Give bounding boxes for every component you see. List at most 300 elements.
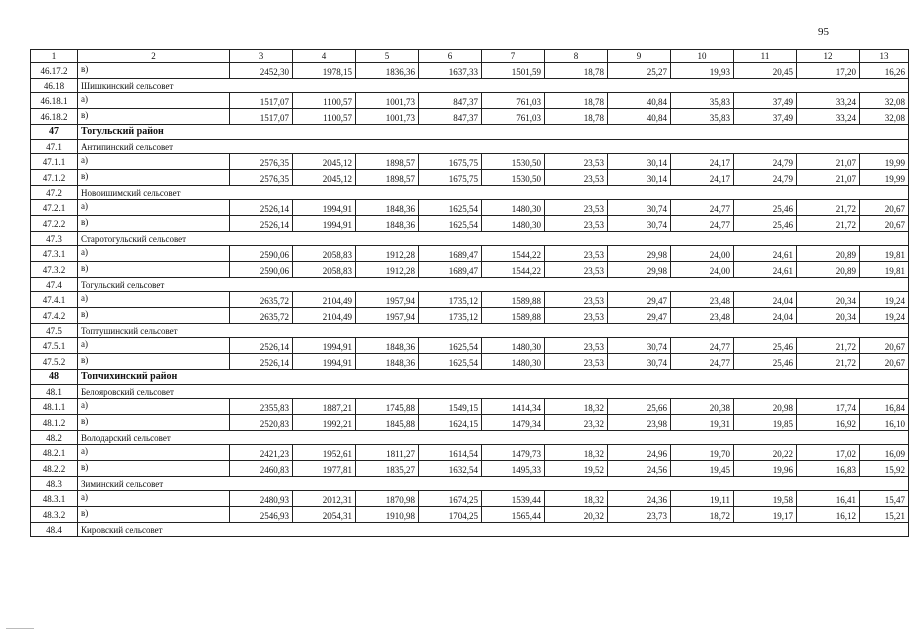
value-cell: 2480,93 [230,491,293,507]
value-cell: 1952,61 [293,445,356,461]
value-cell: 761,03 [482,93,545,109]
row-label: а) [78,200,230,216]
row-code: 47.5.1 [31,338,78,354]
value-cell: 23,53 [545,308,608,324]
value-cell: 1675,75 [419,170,482,186]
value-cell: 1912,28 [356,262,419,278]
row-code: 48.2 [31,431,78,445]
row-label: а) [78,154,230,170]
value-cell: 20,67 [860,216,909,232]
value-cell: 2526,14 [230,200,293,216]
value-cell: 40,84 [608,109,671,125]
value-cell: 29,47 [608,308,671,324]
value-cell: 30,14 [608,154,671,170]
table-row [31,399,909,415]
value-cell: 1479,34 [482,415,545,431]
table-row [31,200,909,216]
value-cell: 2590,06 [230,262,293,278]
value-cell: 20,89 [797,262,860,278]
row-label: в) [78,109,230,125]
value-cell: 20,32 [545,507,608,523]
value-cell: 40,84 [608,93,671,109]
value-cell: 23,53 [545,338,608,354]
value-cell: 1689,47 [419,246,482,262]
value-cell: 1480,30 [482,354,545,370]
value-cell: 18,78 [545,63,608,79]
row-code: 48.1.1 [31,399,78,415]
value-cell: 20,22 [734,445,797,461]
value-cell: 24,77 [671,200,734,216]
value-cell: 1994,91 [293,200,356,216]
value-cell: 24,00 [671,246,734,262]
value-cell: 1848,36 [356,200,419,216]
value-cell: 19,85 [734,415,797,431]
value-cell: 21,72 [797,354,860,370]
row-label: в) [78,216,230,232]
value-cell: 19,58 [734,491,797,507]
row-code: 48.1 [31,385,78,399]
value-cell: 1735,12 [419,292,482,308]
row-label: а) [78,292,230,308]
row-code: 47.3.2 [31,262,78,278]
row-code: 48 [31,370,78,385]
value-cell: 2104,49 [293,292,356,308]
value-cell: 1625,54 [419,354,482,370]
value-cell: 24,61 [734,246,797,262]
row-label: а) [78,445,230,461]
value-cell: 18,32 [545,445,608,461]
section-name: Володарский сельсовет [78,431,909,445]
value-cell: 24,96 [608,445,671,461]
value-cell: 2355,83 [230,399,293,415]
value-cell: 21,72 [797,216,860,232]
value-cell: 20,67 [860,200,909,216]
value-cell: 24,77 [671,354,734,370]
value-cell: 1517,07 [230,109,293,125]
row-code: 47.5 [31,324,78,338]
section-row [31,385,909,399]
value-cell: 23,53 [545,262,608,278]
value-cell: 1544,22 [482,246,545,262]
value-cell: 23,53 [545,292,608,308]
row-label: в) [78,507,230,523]
value-cell: 19,45 [671,461,734,477]
value-cell: 1992,21 [293,415,356,431]
value-cell: 25,46 [734,200,797,216]
value-cell: 2460,83 [230,461,293,477]
value-cell: 1994,91 [293,338,356,354]
section-row [31,186,909,200]
value-cell: 20,38 [671,399,734,415]
column-header: 9 [608,50,671,63]
value-cell: 1848,36 [356,338,419,354]
value-cell: 16,92 [797,415,860,431]
section-row [31,477,909,491]
value-cell: 23,73 [608,507,671,523]
table-row [31,292,909,308]
column-header: 4 [293,50,356,63]
value-cell: 29,98 [608,262,671,278]
value-cell: 16,12 [797,507,860,523]
table-row [31,93,909,109]
value-cell: 2058,83 [293,262,356,278]
value-cell: 21,72 [797,338,860,354]
value-cell: 1977,81 [293,461,356,477]
value-cell: 1549,15 [419,399,482,415]
value-cell: 24,17 [671,154,734,170]
section-row [31,324,909,338]
row-label: а) [78,246,230,262]
section-name: Старотогульский сельсовет [78,232,909,246]
value-cell: 18,78 [545,93,608,109]
column-header: 8 [545,50,608,63]
row-code: 47.4 [31,278,78,292]
value-cell: 1589,88 [482,308,545,324]
value-cell: 21,07 [797,170,860,186]
value-cell: 1501,59 [482,63,545,79]
column-header: 12 [797,50,860,63]
row-code: 48.3.2 [31,507,78,523]
value-cell: 23,53 [545,246,608,262]
value-cell: 17,74 [797,399,860,415]
row-code: 47.2.1 [31,200,78,216]
value-cell: 17,02 [797,445,860,461]
value-cell: 1957,94 [356,292,419,308]
region-row [31,370,909,385]
row-code: 48.1.2 [31,415,78,431]
value-cell: 2520,83 [230,415,293,431]
value-cell: 847,37 [419,109,482,125]
value-cell: 16,09 [860,445,909,461]
column-header: 11 [734,50,797,63]
table-row [31,262,909,278]
column-header: 13 [860,50,909,63]
value-cell: 1898,57 [356,170,419,186]
value-cell: 24,00 [671,262,734,278]
value-cell: 1887,21 [293,399,356,415]
value-cell: 20,67 [860,338,909,354]
value-cell: 1811,27 [356,445,419,461]
value-cell: 2576,35 [230,154,293,170]
value-cell: 1625,54 [419,338,482,354]
value-cell: 1704,25 [419,507,482,523]
value-cell: 16,41 [797,491,860,507]
table-body [31,50,909,537]
row-code: 47.4.1 [31,292,78,308]
value-cell: 1414,34 [482,399,545,415]
value-cell: 1978,15 [293,63,356,79]
region-name: Тогульский район [78,125,909,140]
value-cell: 32,08 [860,93,909,109]
table-row [31,216,909,232]
value-cell: 1544,22 [482,262,545,278]
value-cell: 1994,91 [293,216,356,232]
section-row [31,278,909,292]
row-label: в) [78,415,230,431]
row-code: 48.2.1 [31,445,78,461]
value-cell: 24,04 [734,308,797,324]
value-cell: 1625,54 [419,216,482,232]
value-cell: 2526,14 [230,216,293,232]
value-cell: 33,24 [797,109,860,125]
value-cell: 1100,57 [293,109,356,125]
value-cell: 1689,47 [419,262,482,278]
row-label: в) [78,262,230,278]
value-cell: 2104,49 [293,308,356,324]
table-row [31,354,909,370]
row-label: в) [78,63,230,79]
value-cell: 1589,88 [482,292,545,308]
value-cell: 19,52 [545,461,608,477]
value-cell: 19,93 [671,63,734,79]
value-cell: 2452,30 [230,63,293,79]
row-code: 48.2.2 [31,461,78,477]
table-row [31,154,909,170]
value-cell: 2635,72 [230,292,293,308]
value-cell: 1530,50 [482,154,545,170]
value-cell: 1517,07 [230,93,293,109]
value-cell: 23,53 [545,216,608,232]
section-row [31,523,909,537]
value-cell: 1539,44 [482,491,545,507]
value-cell: 18,78 [545,109,608,125]
value-cell: 23,98 [608,415,671,431]
value-cell: 2421,23 [230,445,293,461]
row-label: в) [78,354,230,370]
value-cell: 25,66 [608,399,671,415]
row-code: 47.1.1 [31,154,78,170]
value-cell: 16,83 [797,461,860,477]
value-cell: 19,81 [860,246,909,262]
value-cell: 20,98 [734,399,797,415]
value-cell: 17,20 [797,63,860,79]
value-cell: 1848,36 [356,216,419,232]
value-cell: 1001,73 [356,93,419,109]
value-cell: 15,92 [860,461,909,477]
value-cell: 24,04 [734,292,797,308]
value-cell: 1870,98 [356,491,419,507]
value-cell: 1735,12 [419,308,482,324]
value-cell: 1675,75 [419,154,482,170]
value-cell: 21,72 [797,200,860,216]
value-cell: 19,24 [860,308,909,324]
table-row [31,63,909,79]
value-cell: 23,53 [545,354,608,370]
value-cell: 18,72 [671,507,734,523]
value-cell: 1910,98 [356,507,419,523]
table-row [31,491,909,507]
row-label: в) [78,461,230,477]
value-cell: 24,61 [734,262,797,278]
value-cell: 20,45 [734,63,797,79]
row-code: 47.5.2 [31,354,78,370]
table-row [31,170,909,186]
value-cell: 20,34 [797,308,860,324]
table-row [31,415,909,431]
section-row [31,431,909,445]
value-cell: 21,07 [797,154,860,170]
value-cell: 1001,73 [356,109,419,125]
row-code: 47.2.2 [31,216,78,232]
value-cell: 16,26 [860,63,909,79]
row-code: 47.4.2 [31,308,78,324]
value-cell: 25,27 [608,63,671,79]
value-cell: 23,53 [545,170,608,186]
section-name: Белояровский сельсовет [78,385,909,399]
section-name: Тогульский сельсовет [78,278,909,292]
table-row [31,461,909,477]
value-cell: 1835,27 [356,461,419,477]
value-cell: 1625,54 [419,200,482,216]
value-cell: 19,81 [860,262,909,278]
value-cell: 1836,36 [356,63,419,79]
value-cell: 1495,33 [482,461,545,477]
value-cell: 1530,50 [482,170,545,186]
section-name: Зиминский сельсовет [78,477,909,491]
row-label: а) [78,399,230,415]
value-cell: 35,83 [671,109,734,125]
value-cell: 18,32 [545,491,608,507]
value-cell: 16,10 [860,415,909,431]
table-row [31,109,909,125]
page-number: 95 [818,26,829,38]
row-code: 47.1 [31,140,78,154]
value-cell: 1674,25 [419,491,482,507]
value-cell: 19,96 [734,461,797,477]
row-code: 47.2 [31,186,78,200]
row-label: а) [78,338,230,354]
value-cell: 15,21 [860,507,909,523]
value-cell: 23,48 [671,308,734,324]
value-cell: 1100,57 [293,93,356,109]
value-cell: 29,47 [608,292,671,308]
section-name: Шишкинский сельсовет [78,79,909,93]
section-row [31,140,909,154]
value-cell: 2045,12 [293,154,356,170]
value-cell: 23,48 [671,292,734,308]
row-code: 46.18.2 [31,109,78,125]
region-name: Топчихинский район [78,370,909,385]
value-cell: 1957,94 [356,308,419,324]
value-cell: 30,74 [608,200,671,216]
value-cell: 24,77 [671,216,734,232]
value-cell: 2526,14 [230,354,293,370]
value-cell: 19,99 [860,154,909,170]
value-cell: 24,79 [734,154,797,170]
value-cell: 1565,44 [482,507,545,523]
value-cell: 19,11 [671,491,734,507]
value-cell: 24,36 [608,491,671,507]
value-cell: 24,77 [671,338,734,354]
value-cell: 2054,31 [293,507,356,523]
value-cell: 1745,88 [356,399,419,415]
row-code: 46.18.1 [31,93,78,109]
value-cell: 2058,83 [293,246,356,262]
value-cell: 2635,72 [230,308,293,324]
row-code: 47.1.2 [31,170,78,186]
value-cell: 30,74 [608,338,671,354]
table-row [31,445,909,461]
value-cell: 2590,06 [230,246,293,262]
value-cell: 24,17 [671,170,734,186]
column-header: 2 [78,50,230,63]
value-cell: 30,74 [608,216,671,232]
value-cell: 2526,14 [230,338,293,354]
value-cell: 20,34 [797,292,860,308]
row-code: 46.17.2 [31,63,78,79]
value-cell: 1480,30 [482,200,545,216]
value-cell: 19,99 [860,170,909,186]
value-cell: 23,53 [545,200,608,216]
value-cell: 1898,57 [356,154,419,170]
column-header: 7 [482,50,545,63]
value-cell: 35,83 [671,93,734,109]
value-cell: 761,03 [482,109,545,125]
value-cell: 32,08 [860,109,909,125]
value-cell: 16,84 [860,399,909,415]
value-cell: 25,46 [734,216,797,232]
value-cell: 24,56 [608,461,671,477]
value-cell: 20,67 [860,354,909,370]
section-row [31,79,909,93]
value-cell: 1845,88 [356,415,419,431]
row-label: а) [78,93,230,109]
value-cell: 19,24 [860,292,909,308]
row-code: 48.3 [31,477,78,491]
table-row [31,308,909,324]
column-header: 1 [31,50,78,63]
row-code: 46.18 [31,79,78,93]
table-row [31,246,909,262]
scan-mark [6,628,34,629]
column-header: 10 [671,50,734,63]
value-cell: 37,49 [734,109,797,125]
value-cell: 847,37 [419,93,482,109]
value-cell: 29,98 [608,246,671,262]
region-row [31,125,909,140]
value-cell: 2576,35 [230,170,293,186]
value-cell: 18,32 [545,399,608,415]
value-cell: 1480,30 [482,338,545,354]
value-cell: 25,46 [734,354,797,370]
value-cell: 24,79 [734,170,797,186]
row-code: 47.3.1 [31,246,78,262]
row-code: 48.4 [31,523,78,537]
value-cell: 23,53 [545,154,608,170]
value-cell: 20,89 [797,246,860,262]
table-row [31,338,909,354]
value-cell: 1479,73 [482,445,545,461]
column-header: 5 [356,50,419,63]
value-cell: 1624,15 [419,415,482,431]
value-cell: 37,49 [734,93,797,109]
section-name: Топтушинский сельсовет [78,324,909,338]
value-cell: 19,17 [734,507,797,523]
value-cell: 1912,28 [356,246,419,262]
row-code: 47 [31,125,78,140]
value-cell: 1614,54 [419,445,482,461]
value-cell: 1632,54 [419,461,482,477]
value-cell: 1637,33 [419,63,482,79]
column-header: 6 [419,50,482,63]
value-cell: 25,46 [734,338,797,354]
value-cell: 33,24 [797,93,860,109]
value-cell: 2012,31 [293,491,356,507]
value-cell: 15,47 [860,491,909,507]
section-name: Новоишимский сельсовет [78,186,909,200]
value-cell: 30,74 [608,354,671,370]
value-cell: 1848,36 [356,354,419,370]
